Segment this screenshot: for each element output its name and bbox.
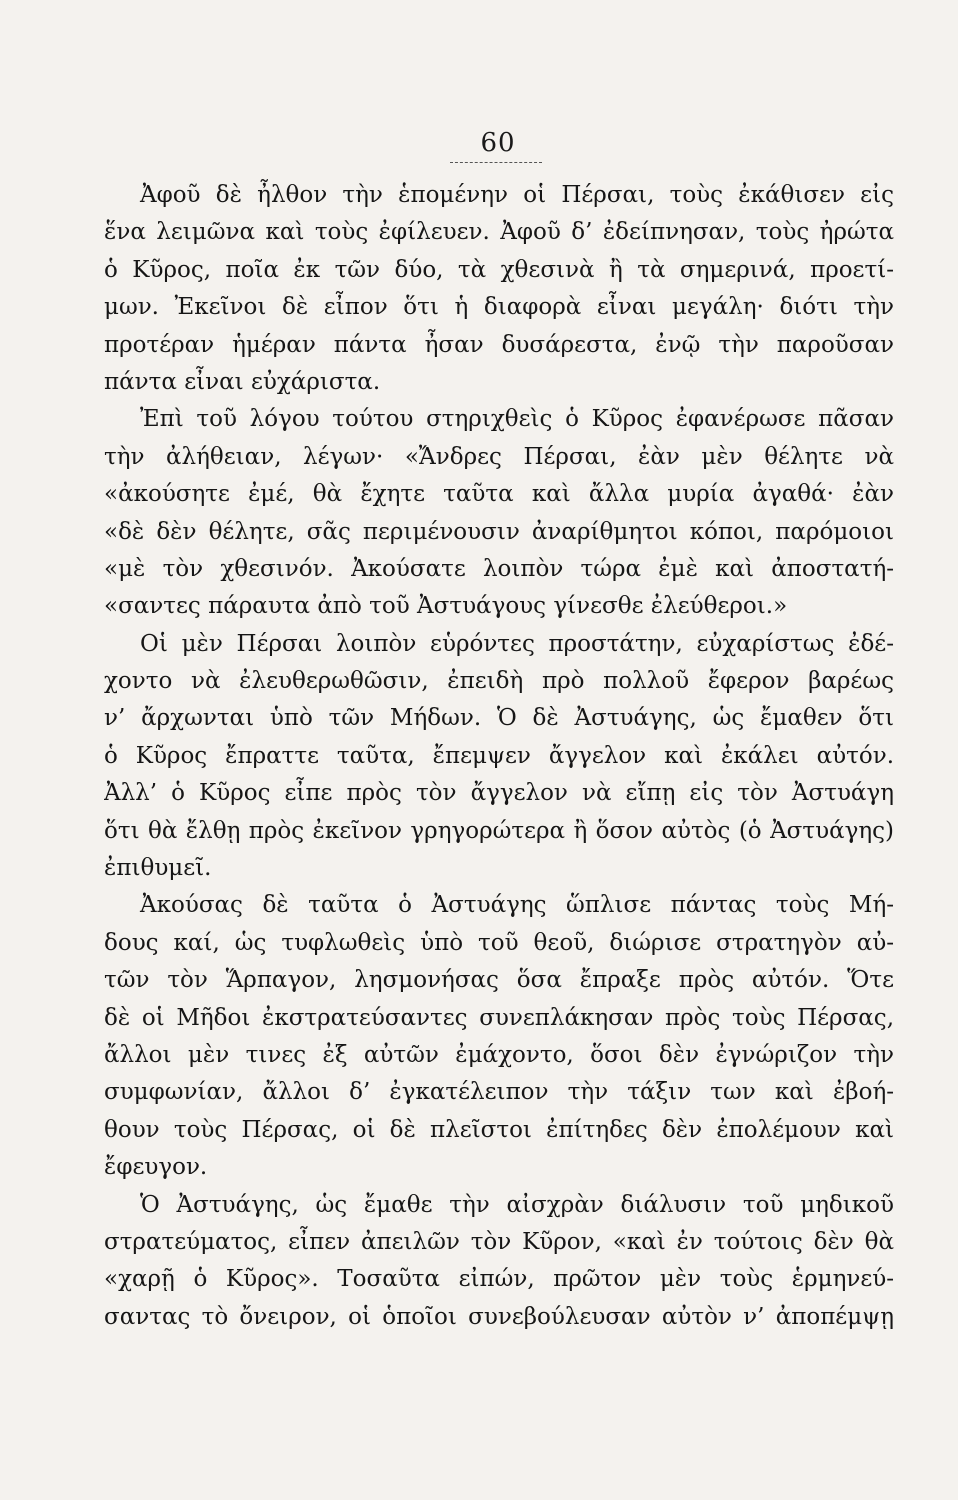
text-line: Ὁ Ἀστυάγης, ὡς ἔμαθε τὴν αἰσχρὰν διάλυσιν τοῦ μηδικοῦ: [140, 1191, 894, 1218]
text-line: Οἱ μὲν Πέρσαι λοιπὸν εὑρόντες προστάτην, εὐχαρίστως ἐδέ-: [140, 630, 894, 657]
text-line: πάντα εἶναι εὐχάριστα.: [104, 368, 381, 395]
text-line: θουν τοὺς Πέρσας, οἱ δὲ πλεῖστοι ἐπίτηδες δὲν ἐπολέμουν καὶ: [104, 1116, 894, 1143]
text-line: δὲ οἱ Μῆδοι ἐκστρατεύσαντες συνεπλάκησαν πρὸς τοὺς Πέρσας,: [104, 1004, 894, 1031]
text-line: ν’ ἄρχωνται ὑπὸ τῶν Μήδων. Ὁ δὲ Ἀστυάγης, ὡς ἔμαθεν ὅτι: [104, 705, 894, 732]
page-number: 60: [480, 128, 516, 158]
text-line: Ἀκούσας δὲ ταῦτα ὁ Ἀστυάγης ὥπλισε πάντας τοὺς Μή-: [140, 892, 894, 919]
text-line: μων. Ἐκεῖνοι δὲ εἶπον ὅτι ἡ διαφορὰ εἶναι μεγάλη· διότι τὴν: [104, 294, 894, 321]
text-line: Ἀφοῦ δὲ ἦλθον τὴν ἑπομένην οἱ Πέρσαι, τοὺς ἐκάθισεν εἰς: [140, 182, 894, 208]
text-line: «σαντες πάραυτα ἀπὸ τοῦ Ἀστυάγους γίνεσθε ἐλεύθεροι.»: [104, 593, 788, 620]
text-line: τὴν ἀλήθειαν, λέγων· «Ἄνδρες Πέρσαι, ἐὰν μὲν θέλητε νὰ: [104, 443, 894, 470]
text-line: «δὲ δὲν θέλητε, σᾶς περιμένουσιν ἀναρίθμητοι κόποι, παρόμοιοι: [104, 518, 894, 545]
text-line: συμφωνίαν, ἄλλοι δ’ ἐγκατέλειπον τὴν τάξιν των καὶ ἐβοή-: [104, 1079, 894, 1106]
text-line: στρατεύματος, εἶπεν ἀπειλῶν τὸν Κῦρον, «καὶ ἐν τούτοις δὲν θὰ: [104, 1228, 894, 1255]
text-line: σαντας τὸ ὄνειρον, οἱ ὁποῖοι συνεβούλευσαν αὐτὸν ν’ ἀποπέμψῃ: [104, 1303, 894, 1330]
page-number-rule: [450, 162, 542, 163]
text-line: ὅτι θὰ ἔλθῃ πρὸς ἐκεῖνον γρηγορώτερα ἢ ὅσον αὐτὸς (ὁ Ἀστυάγης): [104, 817, 894, 844]
text-line: Ἀλλ’ ὁ Κῦρος εἶπε πρὸς τὸν ἄγγελον νὰ εἴπῃ εἰς τὸν Ἀστυάγη: [104, 780, 894, 807]
text-line: ἔφευγον.: [104, 1154, 208, 1181]
text-line: Ἐπὶ τοῦ λόγου τούτου στηριχθεὶς ὁ Κῦρος ἐφανέρωσε πᾶσαν: [140, 406, 894, 433]
text-line: ἕνα λειμῶνα καὶ τοὺς ἐφίλευεν. Ἀφοῦ δ’ ἐδείπνησαν, τοὺς ἠρώτα: [104, 219, 894, 246]
text-line: ἄλλοι μὲν τινες ἐξ αὐτῶν ἐμάχοντο, ὅσοι δὲν ἐγνώριζον τὴν: [104, 1041, 894, 1068]
text-line: δους καί, ὡς τυφλωθεὶς ὑπὸ τοῦ θεοῦ, διώρισε στρατηγὸν αὐ-: [104, 929, 894, 956]
text-line: ὁ Κῦρος ἔπραττε ταῦτα, ἔπεμψεν ἄγγελον καὶ ἐκάλει αὐτόν.: [104, 742, 894, 769]
text-line: προτέραν ἡμέραν πάντα ἦσαν δυσάρεστα, ἐνῷ τὴν παροῦσαν: [104, 331, 894, 358]
text-line: «ἀκούσητε ἐμέ, θὰ ἔχητε ταῦτα καὶ ἄλλα μυρία ἀγαθά· ἐὰν: [104, 481, 894, 508]
text-line: «χαρῇ ὁ Κῦρος». Τοσαῦτα εἰπών, πρῶτον μὲν τοὺς ἑρμηνεύ-: [104, 1266, 894, 1293]
text-line: χοντο νὰ ἐλευθερωθῶσιν, ἐπειδὴ πρὸ πολλοῦ ἔφερον βαρέως: [104, 668, 894, 695]
body-text: [104, 177, 894, 1336]
text-line: ὁ Κῦρος, ποῖα ἐκ τῶν δύο, τὰ χθεσινὰ ἢ τὰ σημερινά, προετί-: [104, 256, 894, 283]
text-line: τῶν τὸν Ἅρπαγον, λησμονήσας ὅσα ἔπραξε πρὸς αὐτόν. Ὅτε: [104, 967, 894, 994]
text-line: «μὲ τὸν χθεσινόν. Ἀκούσατε λοιπὸν τώρα ἐμὲ καὶ ἀποστατή-: [104, 555, 894, 582]
text-line: ἐπιθυμεῖ.: [104, 855, 212, 882]
